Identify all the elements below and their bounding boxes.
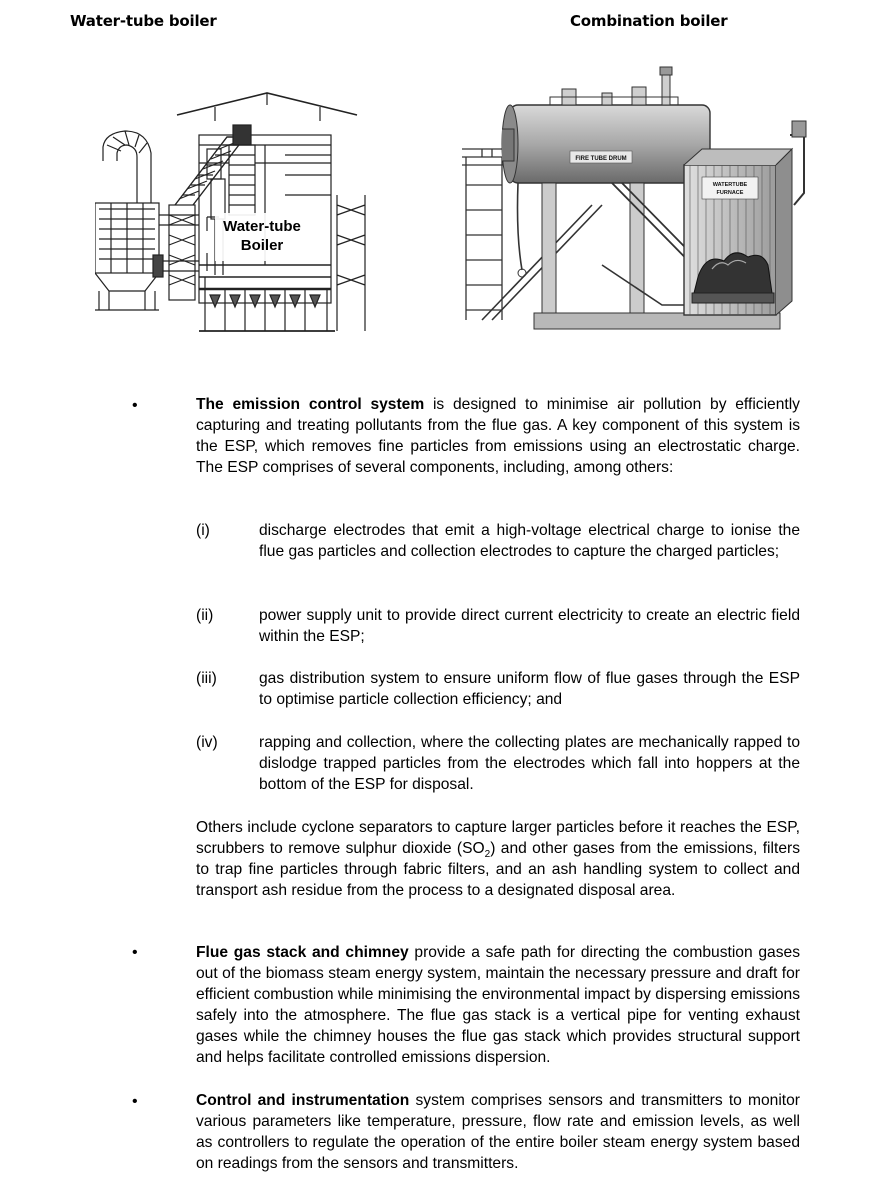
water-tube-boiler-diagram	[95, 85, 370, 335]
flue-paragraph	[196, 942, 800, 1068]
emission-intro: is designed to minimise air pollution by efficiently capturing and treating pollutants from the flue gas. A key component of this system is the ESP, which removes fine particles from emissions using an electrostatic charge. The ESP comprises of several components, including, among others:	[196, 396, 800, 476]
item-number-4: (iv)	[196, 734, 218, 751]
so2-subscript: 2	[484, 849, 491, 861]
watertube-furnace-label-line2: FURNACE	[716, 190, 744, 196]
others-text-part2: ) and other gases from the emissions, filters to trap fine particles through fabric filters, and an ash handling system to collect and transport ash residue from the process to a designated disposal area.	[196, 840, 800, 899]
item-number-2: (ii)	[196, 607, 214, 624]
others-text-part1: Others include cyclone separators to capture larger particles before it reaches the ESP, scrubbers to remove sulphur dioxide (SO	[196, 819, 800, 857]
item-text-3: gas distribution system to ensure uniform flow of flue gases through the ESP to optimise particle collection efficiency; and	[259, 670, 800, 708]
item-number-3: (iii)	[196, 670, 217, 687]
flue-heading: Flue gas stack and chimney	[196, 944, 409, 961]
fire-tube-drum-label: FIRE TUBE DRUM	[575, 156, 627, 162]
control-heading: Control and instrumentation	[196, 1092, 410, 1109]
item-number-1: (i)	[196, 522, 210, 539]
emission-heading: The emission control system	[196, 396, 425, 413]
others-paragraph	[196, 817, 800, 901]
control-paragraph	[196, 1090, 800, 1174]
item-text-4: rapping and collection, where the collecting plates are mechanically rapped to dislodge trapped particles from the electrodes which fall into hoppers at the bottom of the ESP for disposal.	[259, 734, 800, 793]
figure-title-water-tube: Water-tube boiler	[70, 12, 217, 30]
emission-paragraph	[196, 394, 800, 478]
bullet-flue: •	[132, 944, 138, 961]
item-text-1: discharge electrodes that emit a high-voltage electrical charge to ionise the flue gas particles and collection electrodes to capture the charged particles;	[259, 522, 800, 560]
bullet-emission: •	[132, 397, 138, 414]
watertube-furnace-label-line1: WATERTUBE	[712, 182, 748, 188]
item-text-2: power supply unit to provide direct current electricity to create an electric field within the ESP;	[259, 607, 800, 645]
combination-boiler-diagram	[462, 65, 817, 335]
figure-title-combination: Combination boiler	[570, 12, 728, 30]
water-tube-label-line2: Boiler	[240, 237, 284, 254]
water-tube-label-line1: Water-tube	[223, 218, 301, 235]
control-text: system comprises sensors and transmitters to monitor various parameters like temperature, pressure, flow rate and emission levels, as well as controllers to regulate the operation of the entire boiler steam energy system based on readings from the sensors and transmitters.	[196, 1092, 800, 1172]
bullet-control: •	[132, 1093, 138, 1110]
flue-text: provide a safe path for directing the combustion gases out of the biomass steam energy system, maintain the necessary pressure and draft for efficient combustion while minimising the environmental impact by dispersing emissions safely into the atmosphere. The flue gas stack is a vertical pipe for venting exhaust gases while the chimney houses the flue gas stack which provides structural support and helps facilitate controlled emissions dispersion.	[196, 944, 800, 1066]
